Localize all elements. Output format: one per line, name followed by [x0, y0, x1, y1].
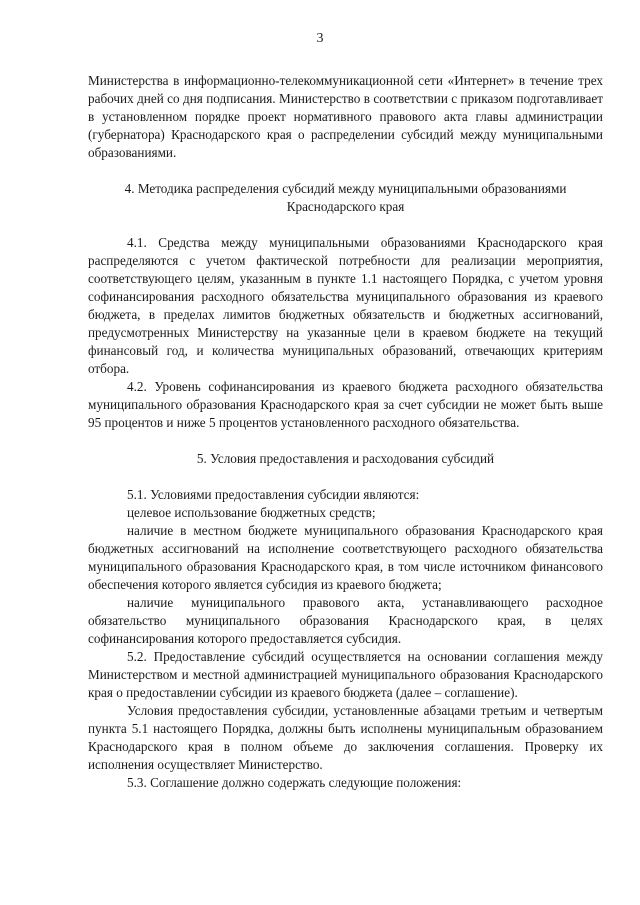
page-number: 3	[316, 31, 324, 46]
condition-item: целевое использование бюджетных средств;	[127, 505, 376, 520]
spacer	[88, 468, 603, 486]
condition-item: наличие в местном бюджете муниципального образования Краснодарского края бюджетных ассигнований на исполнение соответствующего расходного обязательства муниципального образования Краснодарского края, в том числе источником финансового обеспечения которого является субсидия из краевого бюджета;	[88, 523, 603, 592]
spacer	[88, 432, 603, 450]
paragraph-4-2: 4.2. Уровень софинансирования из краевого бюджета расходного обязательства муниципального образования Краснодарского края за счет субсидии не может быть выше 95 процентов и ниже 5 процентов установленного расходного обязательства.	[88, 379, 603, 430]
paragraph-5-1: 5.1. Условиями предоставления субсидии являются:	[127, 487, 420, 502]
document-body	[88, 72, 603, 792]
intro-paragraph: Министерства в информационно-телекоммуникационной сети «Интернет» в течение трех рабочих дней со дня подписания. Министерство в соответствии с приказом подготавливает в установленном порядке проект нормативного правового акта главы администрации (губернатора) Краснодарского края о распределении субсидий между муниципальными образованиями.	[88, 73, 603, 160]
section-4-heading: 4. Методика распределения субсидий между муниципальными образованиями Краснодарского края	[124, 181, 567, 214]
spacer	[88, 216, 603, 234]
condition-item: наличие муниципального правового акта, устанавливающего расходное обязательство муниципального образования Краснодарского края, в целях софинансирования которого предоставляется субсидия.	[88, 595, 603, 646]
paragraph-5-2: 5.2. Предоставление субсидий осуществляется на основании соглашения между Министерством и местной администрацией муниципального образования Краснодарского края о предоставлении субсидии из краевого бюджета (далее – соглашение).	[88, 649, 603, 700]
spacer	[88, 162, 603, 180]
section-5-heading: 5. Условия предоставления и расходования субсидий	[196, 451, 495, 466]
paragraph-4-1: 4.1. Средства между муниципальными образованиями Краснодарского края распределяются с учетом фактической потребности для реализации мероприятия, соответствующего целям, указанным в пункте 1.1 настоящего Порядка, с учетом уровня софинансирования расходного обязательства муниципального образования из краевого бюджета, в пределах лимитов бюджетных обязательств и бюджетных ассигнований, предусмотренных Министерству на указанные цели в краевом бюджете на текущий финансовый год, и количества муниципальных образований, отвечающих критериям отбора.	[88, 235, 603, 376]
paragraph-conditions-note: Условия предоставления субсидии, установленные абзацами третьим и четвертым пункта 5.1 настоящего Порядка, должны быть исполнены муниципальным образованием Краснодарского края в полном объеме до заключения соглашения. Проверку их исполнения осуществляет Министерство.	[88, 703, 603, 772]
paragraph-5-3: 5.3. Соглашение должно содержать следующие положения:	[127, 775, 462, 790]
